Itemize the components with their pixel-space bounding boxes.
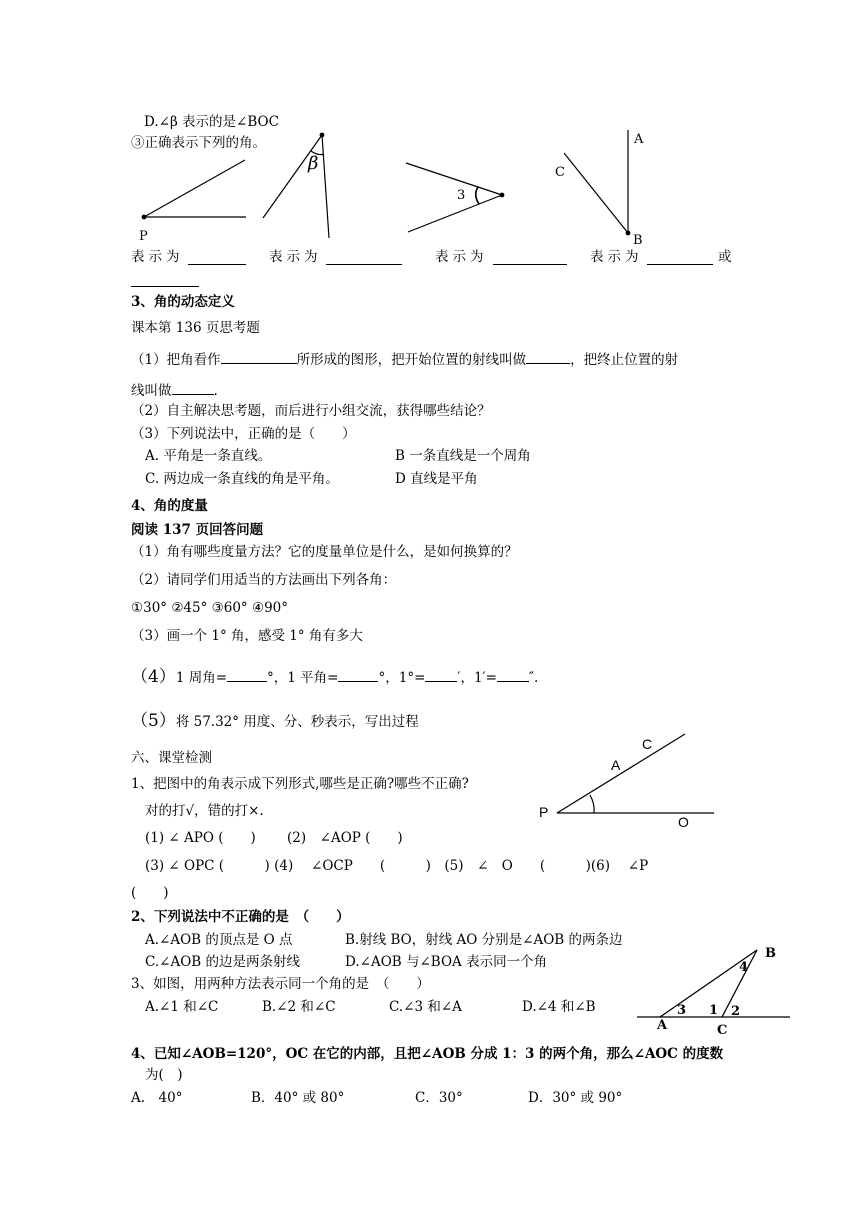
repr-or-label: 或 — [718, 249, 732, 265]
check-fig-label-p: P — [539, 804, 549, 820]
repr-label-4: 表示为 — [590, 249, 643, 265]
s6-q1: 1、把图中的角表示成下列形式,哪些是正确?哪些不正确? — [131, 776, 469, 792]
s3-q3-option-d: D 直线是平角 — [395, 471, 478, 487]
fig2-ray-left — [263, 135, 322, 218]
fig3-ray-bottom — [408, 195, 502, 232]
section-3-ref: 课本第 136 页思考题 — [131, 320, 260, 336]
repr-blank-2[interactable] — [326, 250, 402, 265]
repr-label-3: 表示为 — [435, 249, 488, 265]
s6-q2-option-b: B.射线 BO，射线 AO 分别是∠AOB 的两条边 — [345, 932, 623, 948]
s4-q4-blank-2[interactable] — [338, 667, 378, 682]
repr-blank-3[interactable] — [493, 250, 567, 265]
fig1-ray-up — [144, 160, 245, 217]
s3-q3-option-c: C. 两边成一条直线的角是平角。 — [145, 471, 339, 487]
fig1-vertex-dot — [142, 215, 147, 220]
s6-q4-option-b: B．40° 或 80° — [251, 1090, 345, 1106]
s6-q1-row3: ( ) — [131, 885, 169, 901]
s6-q4-option-d: D．30° 或 90° — [528, 1090, 623, 1106]
tri-label-a: A — [657, 1018, 668, 1033]
s4-q4: （4）1 周角= °，1 平角= °，1°= ′，1′= ″. — [131, 667, 539, 687]
s6-q2-option-c: C.∠AOB 的边是两条射线 — [145, 954, 300, 970]
section-4-ref: 阅读 137 页回答问题 — [131, 522, 264, 538]
item-3-text: ③正确表示下列的角。 — [131, 135, 266, 151]
s3-q1-blank-2[interactable] — [526, 349, 570, 364]
fig4-label-a: A — [634, 132, 644, 147]
s6-q1-sub: 对的打√，错的打×. — [145, 803, 264, 819]
tri-label-2: 2 — [731, 1004, 741, 1019]
s6-q4-option-a: A. 40° — [131, 1090, 183, 1106]
repr-blank-4[interactable] — [647, 250, 713, 265]
s6-q3-option-b: B.∠2 和∠C — [262, 999, 336, 1015]
tri-label-c: C — [717, 1023, 728, 1038]
check-fig-label-c: C — [642, 736, 653, 752]
repr-blank-1[interactable] — [188, 250, 246, 265]
fig4-ray-c — [564, 153, 628, 233]
section-4-heading: 4、角的度量 — [131, 498, 208, 514]
s3-q2: （2）自主解决思考题，而后进行小组交流，获得哪些结论？ — [131, 403, 491, 419]
s4-angles-list: ①30° ②45° ③60° ④90° — [131, 600, 288, 616]
s6-q2-option-d: D.∠AOB 与∠BOA 表示同一个角 — [345, 954, 548, 970]
section-3-heading: 3、角的动态定义 — [131, 294, 235, 310]
s3-q3-option-b: B 一条直线是一个周角 — [395, 448, 531, 464]
fig3-angle-arc — [476, 187, 479, 204]
check-fig-label-o: O — [678, 814, 689, 830]
s4-q4-blank-1[interactable] — [227, 667, 267, 682]
s4-q2: （2）请同学们用适当的方法画出下列各角： — [131, 572, 397, 588]
s6-q3-option-c: C.∠3 和∠A — [389, 999, 462, 1015]
fig1-label-p: P — [139, 229, 148, 244]
repr-label-1: 表示为 — [131, 249, 184, 265]
s4-q4-blank-4[interactable] — [497, 667, 529, 682]
fig2-vertex-dot — [320, 133, 325, 138]
repr-blank-5[interactable] — [131, 272, 199, 287]
s3-q3: （3）下列说法中，正确的是（ ） — [131, 426, 356, 442]
s6-q3-option-d: D.∠4 和∠B — [522, 999, 596, 1015]
repr-label-2: 表示为 — [269, 249, 322, 265]
s6-q4-line2: 为( ) — [145, 1067, 183, 1083]
section-6-heading: 六、课堂检测 — [131, 750, 212, 766]
fig3-vertex-dot — [500, 193, 505, 198]
s3-q1-blank-3[interactable] — [172, 380, 214, 395]
fig4-label-b: B — [633, 233, 643, 248]
check-fig-ray-pc — [557, 734, 685, 813]
s6-q4-option-c: C．30° — [415, 1090, 463, 1106]
fig4-label-c: C — [555, 165, 565, 180]
s6-q2-option-a: A.∠AOB 的顶点是 O 点 — [145, 932, 293, 948]
fig4-vertex-dot — [626, 231, 631, 236]
s4-q1: （1）角有哪些度量方法？它的度量单位是什么，是如何换算的？ — [131, 544, 518, 560]
fig2-label-beta: β — [308, 153, 319, 174]
check-fig-angle-arc — [590, 795, 594, 813]
s4-q4-blank-3[interactable] — [425, 667, 457, 682]
s3-q3-option-a: A. 平角是一条直线。 — [145, 448, 272, 464]
fig2-ray-right — [322, 135, 329, 238]
check-fig-label-a: A — [611, 757, 621, 773]
s3-q1-line1: （1）把角看作 所形成的图形，把开始位置的射线叫做 ，把终止位置的射 — [131, 349, 678, 369]
s6-q1-row1: (1) ∠ APO ( ) (2) ∠AOP ( ) — [145, 830, 403, 846]
s4-q5: （5）将 57.32° 用度、分、秒表示，写出过程 — [131, 711, 419, 731]
tri-label-1: 1 — [709, 1003, 719, 1018]
s6-q3: 3、如图，用两种方法表示同一个角的是 （ ） — [131, 976, 430, 992]
s6-q1-row2: (3) ∠ OPC ( ) (4) ∠OCP ( ) (5) ∠ O ( )(6) ∠P — [145, 858, 649, 874]
tri-label-b: B — [765, 946, 776, 961]
tri-label-3: 3 — [677, 1003, 687, 1018]
s6-q3-option-a: A.∠1 和∠C — [145, 999, 219, 1015]
s4-q3: （3）画一个 1° 角，感受 1° 角有多大 — [131, 628, 363, 644]
s6-q4: 4、已知∠AOB=120°，OC 在它的内部，且把∠AOB 分成 1：3 的两个角，那么∠AOC 的度数 — [131, 1046, 724, 1062]
fig3-label-3: 3 — [457, 188, 466, 203]
option-d-text: D.∠β 表示的是∠BOC — [144, 114, 279, 130]
s6-q2: 2、下列说法中不正确的是 （ ） — [131, 909, 350, 925]
tri-label-4: 4 — [739, 960, 749, 975]
s3-q1-line2: 线叫做 . — [131, 380, 218, 400]
s3-q1-blank-1[interactable] — [221, 349, 297, 364]
fig3-ray-top — [406, 163, 502, 195]
